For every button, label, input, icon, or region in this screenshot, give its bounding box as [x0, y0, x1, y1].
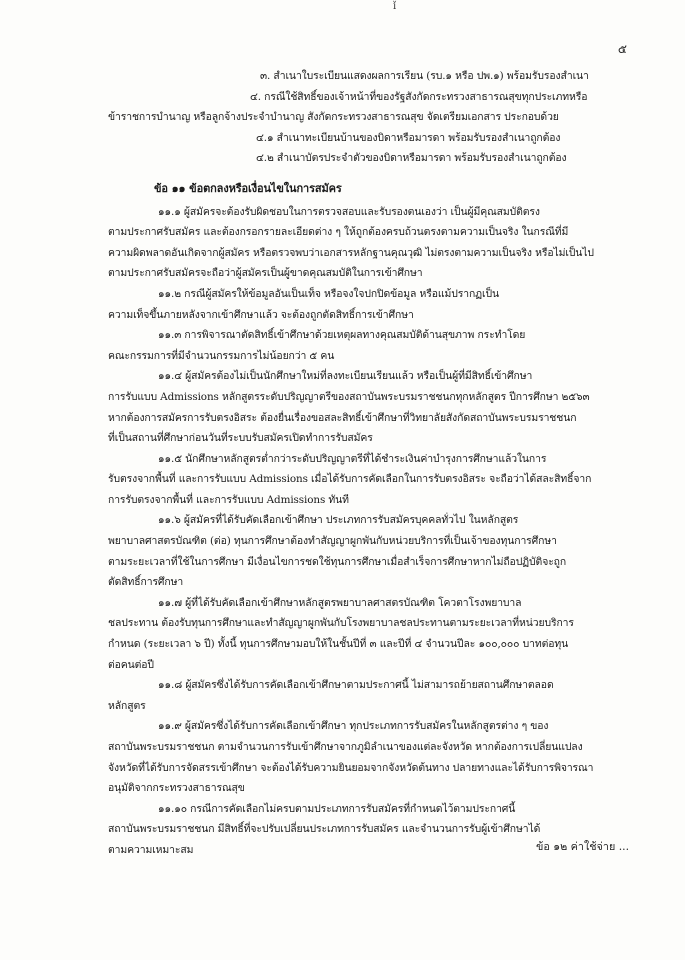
section-11-body: [108, 202, 633, 861]
section-11-line: รับตรงจากพื้นที่ และการรับแบบ Admissions เมื่อได้รับการคัดเลือกในการรับตรงอิสระ จะถือว่าได้สละสิทธิ์จาก: [108, 473, 592, 486]
scan-mark: ǐ: [393, 1, 397, 12]
item-3: ๓. สำเนาใบระเบียนแสดงผลการเรียน (รบ.๑ หรือ ปพ.๑) พร้อมรับรองสำเนา: [260, 70, 589, 82]
section-11-line: ความผิดพลาดอันเกิดจากผู้สมัคร หรือตรวจพบว่าเอกสารหลักฐานคุณวุฒิ ไม่ตรงตามความเป็นจริง หรือไม่เป็นไป: [108, 246, 594, 259]
section-11-line: ที่เป็นสถานที่ศึกษาก่อนวันที่ระบบรับสมัครเปิดทำการรับสมัคร: [108, 432, 373, 445]
section-11-line: พยาบาลศาสตรบัณฑิต (ต่อ) ทุนการศึกษาต้องทำสัญญาผูกพันกับหน่วยบริการที่เป็นเจ้าของทุนการศึกษา: [108, 535, 557, 548]
item-4-2: ๔.๒ สำเนาบัตรประจำตัวของบิดาหรือมารดา พร้อมรับรองสำเนาถูกต้อง: [256, 152, 567, 165]
section-11-line: ตามระยะเวลาที่ใช้ในการศึกษา มีเงื่อนไขการชดใช้ทุนการศึกษาเมื่อสำเร็จการศึกษาหากไม่ถือปฏิบัติจะถูก: [108, 555, 567, 568]
section-11-line: ความเท็จขึ้นภายหลังจากเข้าศึกษาแล้ว จะต้องถูกตัดสิทธิ์การเข้าศึกษา: [108, 308, 414, 321]
section-11-line: ๑๑.๖ ผู้สมัครที่ได้รับคัดเลือกเข้าศึกษา ประเภทการรับสมัครบุคคลทั่วไป ในหลักสูตร: [158, 514, 519, 527]
item-4-1: ๔.๑ สำเนาทะเบียนบ้านของบิดาหรือมารดา พร้อมรับรองสำเนาถูกต้อง: [256, 131, 561, 144]
section-11-line: ๑๑.๗ ผู้ที่ได้รับคัดเลือกเข้าศึกษาหลักสูตรพยาบาลศาสตรบัณฑิต โควตาโรงพยาบาล: [158, 596, 522, 609]
section-11-line: ๑๑.๕ นักศึกษาหลักสูตรต่ำกว่าระดับปริญญาตรีที่ได้ชำระเงินค่าบำรุงการศึกษาแล้วในการ: [158, 452, 547, 465]
section-11-line: ๑๑.๑๐ กรณีการคัดเลือกไม่ครบตามประเภทการรับสมัครที่กำหนดไว้ตามประกาศนี้: [158, 802, 516, 815]
section-11-line: ๑๑.๘ ผู้สมัครซึ่งได้รับการคัดเลือกเข้าศึกษาตามประกาศนี้ ไม่สามารถย้ายสถานศึกษาตลอด: [158, 679, 554, 692]
section-11-line: การรับแบบ Admissions หลักสูตรระดับปริญญาตรีของสถาบันพระบรมราชชนกทุกหลักสูตร ปีการศึกษา ๒๕๖๓: [108, 390, 590, 403]
section-11-line: ๑๑.๙ ผู้สมัครซึ่งได้รับการคัดเลือกเข้าศึกษา ทุกประเภทการรับสมัครในหลักสูตรต่าง ๆ ของ: [158, 720, 549, 733]
section-11-line: ต่อคนต่อปี: [108, 658, 154, 671]
document-body: [108, 66, 633, 861]
section-11-line: ๑๑.๑ ผู้สมัครจะต้องรับผิดชอบในการตรวจสอบและรับรองตนเองว่า เป็นผู้มีคุณสมบัติตรง: [158, 205, 540, 218]
item-4-line-2: ข้าราชการบำนาญ หรือลูกจ้างประจำบำนาญ สังกัดกระทรวงสาธารณสุข จัดเตรียมเอกสาร ประกอบด้วย: [108, 111, 559, 124]
section-11-line: สถาบันพระบรมราชชนก ตามจำนวนการรับเข้าศึกษาจากภูมิลำเนาของแต่ละจังหวัด หากต้องการเปลี่ยนแปลง: [108, 741, 583, 753]
section-11-line: ชลประทาน ต้องรับทุนการศึกษาและทำสัญญาผูกพันกับโรงพยาบาลชลประทานตามระยะเวลาที่หน่วยบริการ: [108, 617, 574, 630]
section-11-line: กำหนด (ระยะเวลา ๖ ปี) ทั้งนี้ ทุนการศึกษามอบให้ในชั้นปีที่ ๓ และปีที่ ๔ จำนวนปีละ ๑๐๐,๐๐๐ บาทต่อทุน: [108, 638, 569, 651]
section-11-line: ตามความเหมาะสม: [108, 843, 194, 856]
section-11-line: ตามประกาศรับสมัคร และต้องกรอกรายละเอียดต่าง ๆ ให้ถูกต้องครบถ้วนตรงตามความเป็นจริง ในกรณีที่มี: [108, 226, 569, 239]
page-number: ๕: [617, 42, 627, 56]
section-11-line: ตามประกาศรับสมัครจะถือว่าผู้สมัครเป็นผู้ขาดคุณสมบัติในการเข้าศึกษา: [108, 267, 423, 280]
section-11-line: อนุมัติจากกระทรวงสาธารณสุข: [108, 782, 245, 795]
section-11-line: หลักสูตร: [108, 699, 146, 712]
next-section-footer: ข้อ ๑๒ ค่าใช้จ่าย ...: [535, 840, 629, 853]
section-11-line: สถาบันพระบรมราชชนก มีสิทธิ์ที่จะปรับเปลี่ยนประเภทการรับสมัคร และจำนวนการรับผู้เข้าศึกษาได้: [108, 823, 541, 836]
item-4-line-1: ๔. กรณีใช้สิทธิ์ของเจ้าหน้าที่ของรัฐสังกัดกระทรวงสาธารณสุขทุกประเภทหรือ: [250, 90, 588, 103]
section-11-line: ๑๑.๒ กรณีผู้สมัครให้ข้อมูลอันเป็นเท็จ หรือจงใจปกปิดข้อมูล หรือแม้ปรากฏเป็น: [158, 287, 499, 300]
section-11-line: ๑๑.๓ การพิจารณาตัดสิทธิ์เข้าศึกษาด้วยเหตุผลทางคุณสมบัติด้านสุขภาพ กระทำโดย: [158, 329, 526, 342]
section-11-line: ๑๑.๔ ผู้สมัครต้องไม่เป็นนักศึกษาใหม่ที่ลงทะเบียนเรียนแล้ว หรือเป็นผู้ที่มีสิทธิ์เข้าศึกษา: [158, 370, 533, 383]
section-11-line: ตัดสิทธิ์การศึกษา: [108, 576, 184, 589]
section-11-line: หากต้องการสมัครการรับตรงอิสระ ต้องยื่นเรื่องขอสละสิทธิ์เข้าศึกษาที่วิทยาลัยสังกัดสถาบันพระบรมราชชนก: [108, 411, 577, 424]
section-11-line: จังหวัดที่ได้รับการจัดสรรเข้าศึกษา จะต้องได้รับความยินยอมจากจังหวัดต้นทาง ปลายทางและได้รับการพิจารณา: [108, 761, 594, 774]
section-11-line: การรับตรงจากพื้นที่ และการรับแบบ Admissions ทันที: [108, 493, 349, 506]
section-11-line: คณะกรรมการที่มีจำนวนกรรมการไม่น้อยกว่า ๕ คน: [108, 349, 335, 362]
section-11-heading: ข้อ ๑๑ ข้อตกลงหรือเงื่อนไขในการสมัคร: [154, 181, 342, 195]
